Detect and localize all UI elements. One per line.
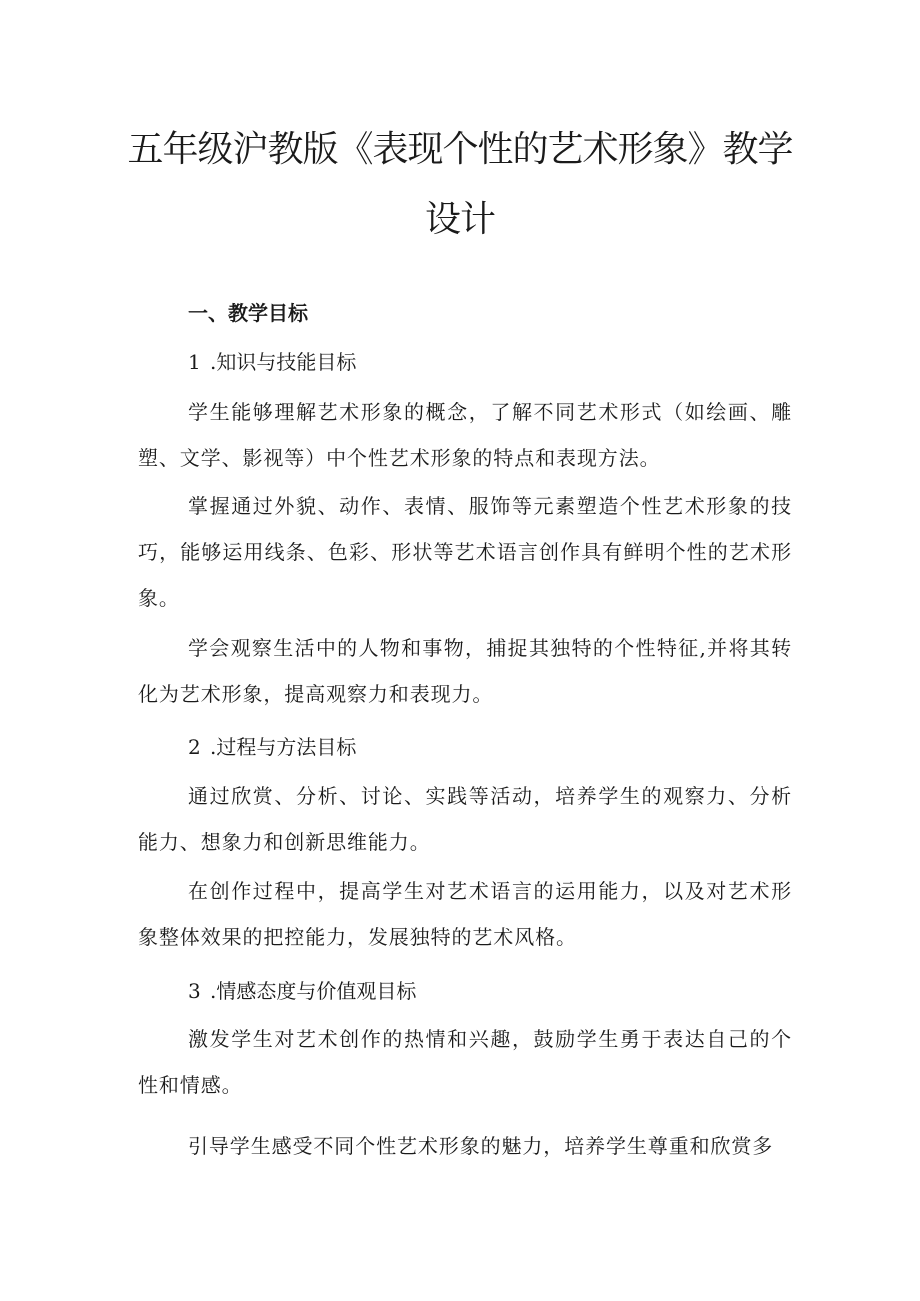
paragraph-5: 在创作过程中，提高学生对艺术语言的运用能力，以及对艺术形象整体效果的把控能力，发展独特的艺术风格。: [138, 879, 792, 949]
subsection-text: .情感态度与价值观目标: [210, 979, 417, 1003]
document-title-line-2: 设计: [424, 199, 495, 240]
paragraph-6: 激发学生对艺术创作的热情和兴趣，鼓励学生勇于表达自己的个性和情感。: [138, 1027, 792, 1097]
section-heading: 一、教学目标: [188, 301, 308, 325]
subsection-heading-3: [188, 976, 416, 1006]
subsection-text: .知识与技能目标: [210, 350, 357, 374]
paragraph-1: 学生能够理解艺术形象的概念，了解不同艺术形式（如绘画、雕塑、文学、影视等）中个性艺术形象的特点和表现方法。: [138, 400, 792, 470]
document-title-line-1: 五年级沪教版《表现个性的艺术形象》教学: [127, 129, 793, 170]
subsection-text: .过程与方法目标: [210, 735, 357, 759]
subsection-number: 3: [188, 979, 201, 1003]
paragraph-3: 学会观察生活中的人物和事物，捕捉其独特的个性特征,并将其转化为艺术形象，提高观察力和表现力。: [138, 636, 792, 706]
subsection-number: 2: [188, 735, 201, 759]
subsection-number: 1: [188, 350, 201, 374]
subsection-heading-2: [188, 732, 356, 762]
subsection-heading-1: [188, 347, 356, 377]
paragraph-7: 引导学生感受不同个性艺术形象的魅力，培养学生尊重和欣赏多: [188, 1134, 774, 1158]
paragraph-4: 通过欣赏、分析、讨论、实践等活动，培养学生的观察力、分析能力、想象力和创新思维能力。: [138, 784, 792, 854]
paragraph-2: 掌握通过外貌、动作、表情、服饰等元素塑造个性艺术形象的技巧，能够运用线条、色彩、形状等艺术语言创作具有鲜明个性的艺术形象。: [138, 494, 792, 610]
